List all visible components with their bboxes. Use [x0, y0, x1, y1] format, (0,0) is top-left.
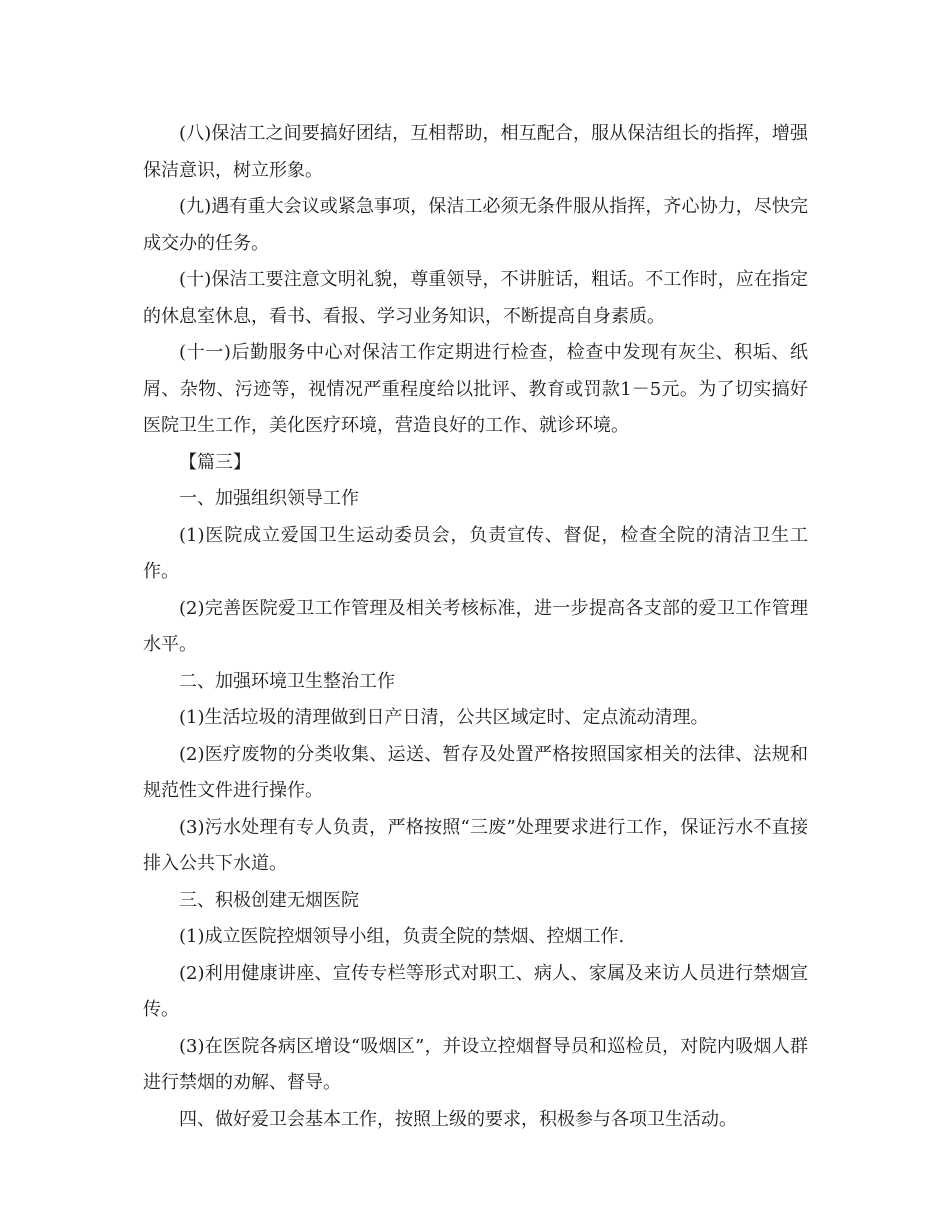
paragraph-env-1: (1)生活垃圾的清理做到日产日清，公共区域定时、定点流动清理。: [179, 707, 709, 728]
paragraph-env-2: (2)医疗废物的分类收集、运送、暂存及处置严格按照国家相关的法律、法规和规范性文件进行操作。: [143, 743, 808, 801]
paragraph-org-1: (1)医院成立爱国卫生运动委员会，负责宣传、督促，检查全院的清洁卫生工作。: [143, 524, 808, 582]
paragraph-smoke-2: (2)利用健康讲座、宣传专栏等形式对职工、病人、家属及来访人员进行禁烟宣传。: [143, 962, 808, 1020]
subheading-smoke-free: 三、积极创建无烟医院: [179, 889, 359, 911]
paragraph-env-3: (3)污水处理有专人负责，严格按照“三废”处理要求进行工作，保证污水不直接排入公共下水道。: [143, 816, 808, 874]
paragraph-rule-9: (九)遇有重大会议或紧急事项，保洁工必须无条件服从指挥，齐心协力，尽快完成交办的任务。: [143, 196, 808, 254]
paragraph-smoke-3: (3)在医院各病区增设“吸烟区”，并设立控烟督导员和巡检员，对院内吸烟人群进行禁烟的劝解、督导。: [143, 1035, 808, 1093]
paragraph-rule-8: (八)保洁工之间要搞好团结，互相帮助，相互配合，服从保洁组长的指挥，增强保洁意识，树立形象。: [143, 123, 808, 181]
subheading-organization: 一、加强组织领导工作: [179, 488, 359, 509]
document-body: [143, 116, 808, 1138]
paragraph-rule-11: (十一)后勤服务中心对保洁工作定期进行检查，检查中发现有灰尘、积垢、纸屑、杂物、污迹等，视情况严重程度给以批评、教育或罚款1－5元。为了切实搞好医院卫生工作，美化医疗环境，营造良好的工作、就诊环境。: [143, 342, 808, 436]
subheading-environment: 二、加强环境卫生整治工作: [179, 670, 395, 692]
subheading-basic-work: 四、做好爱卫会基本工作，按照上级的要求，积极参与各项卫生活动。: [179, 1108, 737, 1130]
paragraph-smoke-1: (1)成立医院控烟领导小组，负责全院的禁烟、控烟工作.: [179, 926, 625, 947]
section-heading-part-3: 【篇三】: [179, 451, 251, 473]
paragraph-org-2: (2)完善医院爱卫工作管理及相关考核标准，进一步提高各支部的爱卫工作管理水平。: [143, 597, 808, 655]
paragraph-rule-10: (十)保洁工要注意文明礼貌，尊重领导，不讲脏话，粗话。不工作时，应在指定的休息室休息，看书、看报、学习业务知识，不断提高自身素质。: [143, 269, 808, 327]
